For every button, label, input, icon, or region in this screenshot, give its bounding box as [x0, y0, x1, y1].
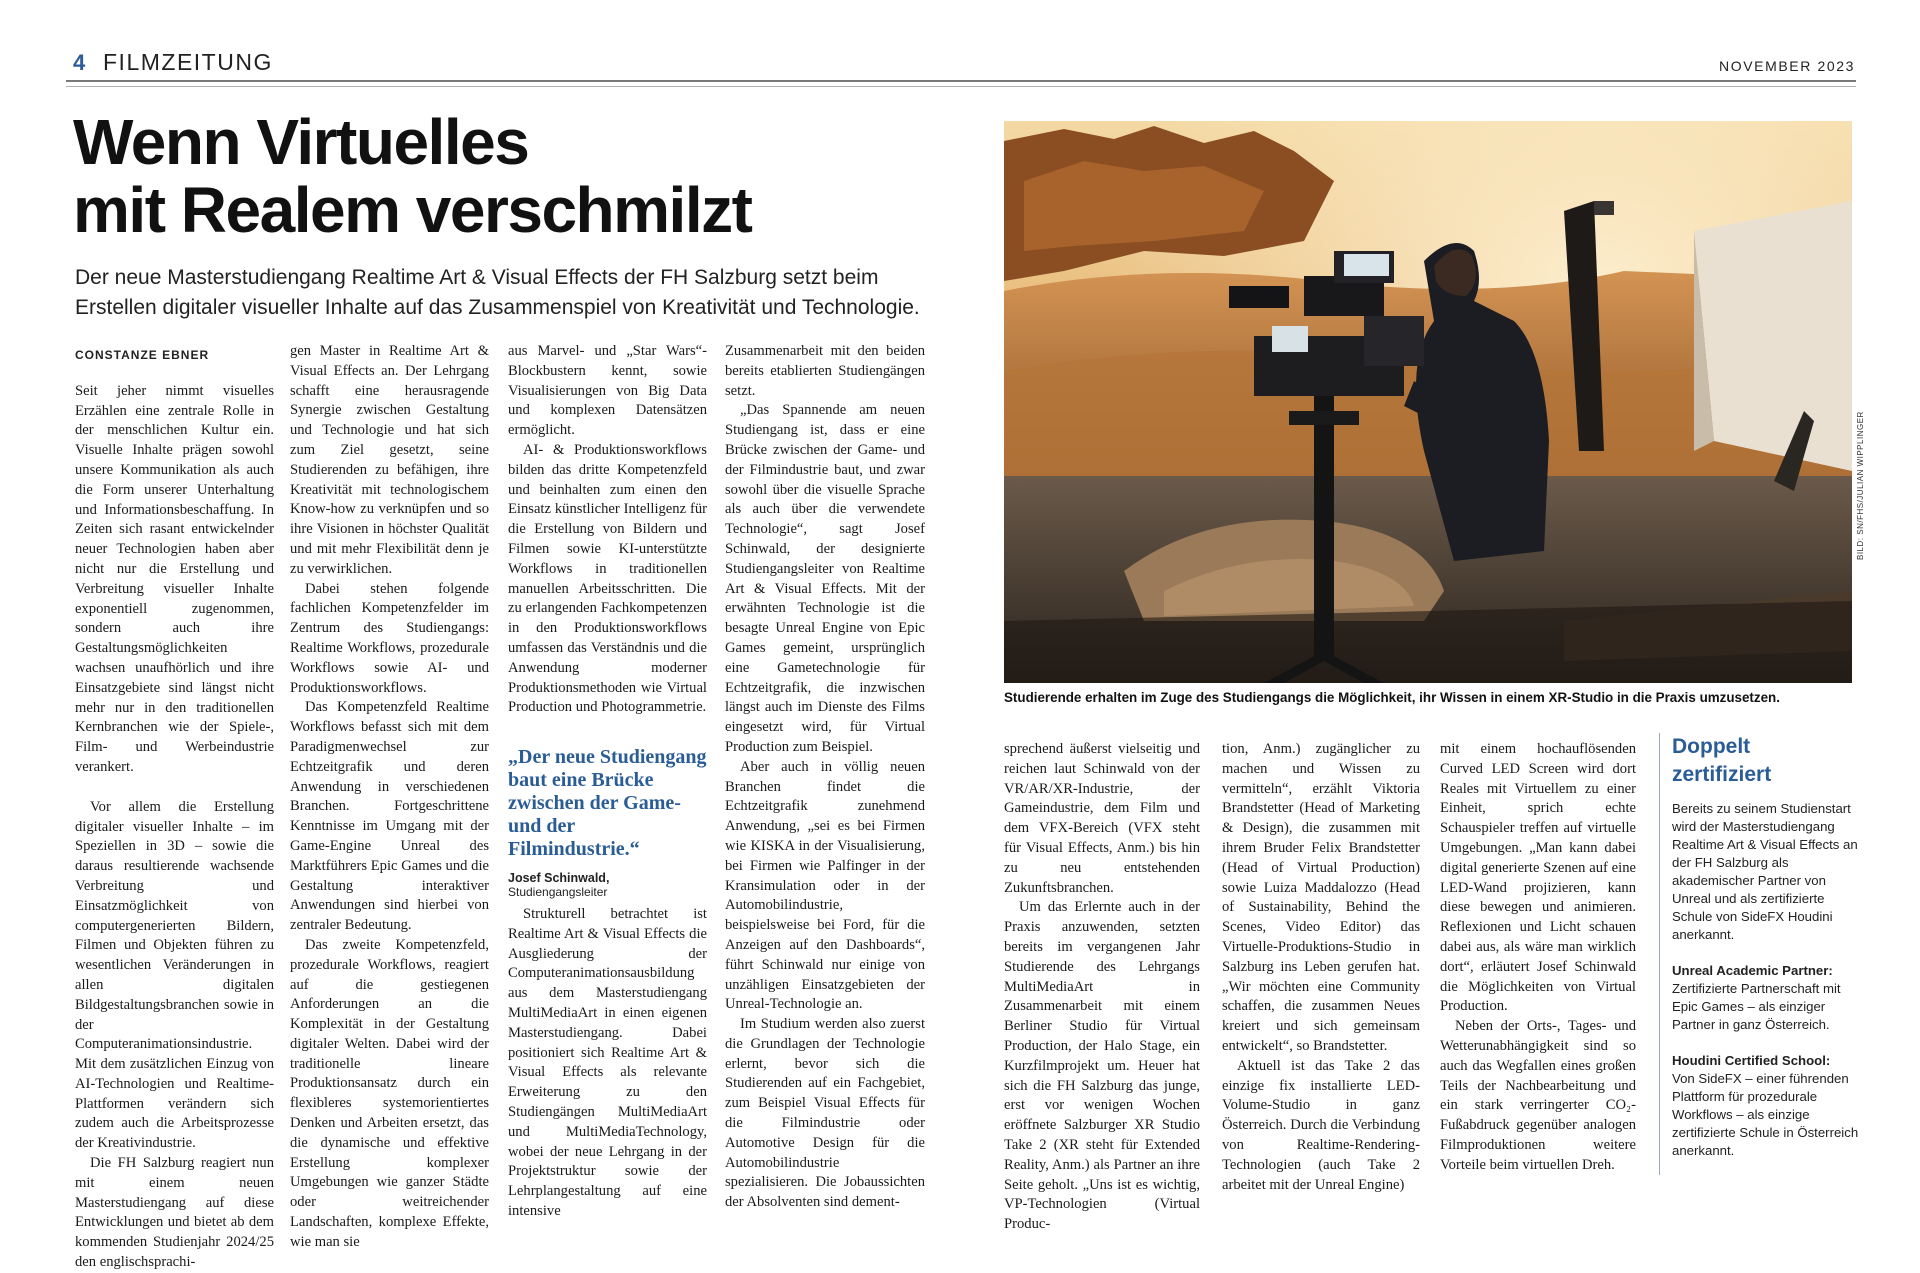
- paragraph: Seit jeher nimmt visuelles Erzählen eine zentrale Rolle in der menschlichen Kultur ein. Visuelle Inhalte prägen sowohl unsere Kommunikation als auch die Form unserer Unterhaltung und Informationsbeschaffung. In Zeiten sich rasant entwickelnder neuer Technologien haben aber nicht nur die Erstellung und Verbreitung visueller Inhalte exponentiell zugenommen, sondern auch ihre Gestaltungsmöglichkeiten wachsen unaufhörlich und ihre Einsatzgebiete sind längst nicht mehr nur in den traditionellen Kernbranchen wie der Spiele-, Film- und Werbeindustrie verankert.: [75, 382, 274, 775]
- paragraph: Zusammenarbeit mit den beiden bereits etablierten Studiengängen setzt.: [725, 343, 925, 399]
- headline-line-1: Wenn Virtuelles: [73, 106, 529, 178]
- headline-line-2: mit Realem verschmilzt: [73, 174, 752, 246]
- header-rule: [66, 80, 1856, 82]
- photo-credit: BILD: SN/FHS/JULIAN WIPPLINGER: [1856, 411, 1865, 560]
- pull-quote: [508, 746, 708, 899]
- infobox-intro: Bereits zu seinem Studienstart wird der Masterstudiengang Realtime Art & Visual Effects an der FH Salzburg als akademischer Partner von Unreal und als zertifizierte Schule von SideFX Houdini anerkannt.: [1672, 801, 1858, 942]
- paragraph: Aber auch in völlig neuen Branchen findet die Echtzeitgrafik zunehmend Anwendung, „sei es bei Firmen wie KISKA in der Visualisierung, bei Firmen wie Palfinger in der Kransimulation oder in der Automobilindustrie, beispielsweise bei Ford, für die Anzeigen auf den Dashboards“, führt Schinwald nur einige von unzähligen Einsatzgebieten der Unreal-Technologie an.: [725, 758, 925, 1013]
- infobox-item-houdini: [1672, 1052, 1860, 1160]
- pull-quote-text: „Der neue Studiengang baut eine Brücke zwischen der Game- und der Filmindustrie.“: [508, 746, 707, 860]
- article-column-1: [75, 346, 274, 1273]
- infobox-item-text: Von SideFX – einer führenden Plattform für prozedurale Workflows – als einzige zertifizierte Schule in Österreich anerkannt.: [1672, 1071, 1859, 1158]
- paragraph: mit einem hochauflösenden Curved LED Screen wird dort Reales mit Virtuellem zu einer Einheit, sprich echte Schauspieler treffen auf virtuelle Umgebungen. „Man kann dabei digital generierte Szenen auf eine LED-Wand projizieren, kann diese bewegen und animieren. Reflexionen und Licht schauen dabei aus, als wäre man wirklich dort“, erläutert Josef Schinwald die Möglichkeiten von Virtual Production.: [1440, 741, 1636, 1015]
- article-column-3-bottom: [508, 905, 707, 1222]
- paragraph: gen Master in Realtime Art & Visual Effects an. Der Lehrgang schafft eine herausragende Synergie zwischen Gestaltung und Technologie und hat sich zum Ziel gesetzt, seine Studierenden zu befähigen, ihre Kreativität mit technologischem Know-how zu verknüpfen und so ihre Visionen in höchster Qualität und mit mehr Flexibilität denn je zu verwirklichen.: [290, 343, 489, 577]
- header-rule-thin: [66, 86, 1856, 87]
- paragraph: Aktuell ist das Take 2 das einzige fix installierte LED-Volume-Studio in ganz Österreich. Durch die Verbindung von Realtime-Rendering-Technologien (auch Take 2 arbeitet mit der Unreal Engine): [1222, 1057, 1420, 1193]
- lead-text: [75, 263, 975, 323]
- article-column-3-top: [508, 342, 707, 718]
- pull-quote-name: Josef Schinwald,: [508, 871, 610, 885]
- infobox-title: [1672, 733, 1862, 789]
- article-column-5: [1004, 740, 1200, 1235]
- headline: [73, 108, 973, 244]
- paragraph: Das Kompetenzfeld Realtime Workflows befasst sich mit dem Paradigmenwechsel zur Echtzeitgrafik und deren Anwendung in verschiedenen Branchen. Fortgeschrittene Kenntnisse im Umgang mit der Game-Engine Unreal des Marktführers Epic Games und die Gestaltung interaktiver Anwendungen sind hierbei von zentraler Bedeutung.: [290, 699, 489, 934]
- paragraph: Das zweite Kompetenzfeld, prozedurale Workflows, reagiert auf die gestiegenen Anforderungen an die Komplexität in der Gestaltung digitaler Welten. Dabei wird der traditionelle lineare Produktionsansatz durch ein flexibleres systemorientiertes Denken und Arbeiten ersetzt, das die dynamische und effektive Erstellung komplexer Umgebungen wie ganzer Städte oder weitreichender Landschaften, komplexe Effekte, wie man sie: [290, 936, 489, 1250]
- article-column-4: [725, 342, 925, 1213]
- paragraph: Strukturell betrachtet ist Realtime Art & Visual Effects die Ausgliederung der Computeranimationsausbildung aus dem Masterstudiengang MultiMediaArt in einen eigenen Masterstudiengang. Dabei positioniert sich Realtime Art & Visual Effects als relevante Erweiterung zu den Studiengängen MultiMediaArt und MultiMediaTechnology, wobei der neue Lehrgang in der Projektstruktur sowie der Lehrplangestaltung auf eine intensive: [508, 906, 707, 1219]
- infobox-title-line-2: zertifiziert: [1672, 763, 1772, 786]
- lead-line-2: Erstellen digitaler visueller Inhalte auf das Zusammenspiel von Kreativität und Technologie.: [75, 296, 920, 319]
- paragraph: Neben der Orts-, Tages- und Wetterunabhängigkeit sind so auch das Wegfallen eines großen Teils der Nachbearbeitung und ein stark verringerter CO₂-Fußabdruck gegenüber analogen Filmproduktionen weitere Vorteile beim virtuellen Dreh.: [1440, 1018, 1636, 1173]
- paragraph: sprechend äußerst vielseitig und reichen laut Schinwald von der VR/AR/XR-Industrie, der Gameindustrie, dem Film und dem VFX-Bereich (VFX steht für Visual Effects, Anm.) bis hin zu neu entstehenden Zukunftsbranchen.: [1004, 741, 1200, 896]
- paragraph: Um das Erlernte auch in der Praxis anzuwenden, setzten bereits im vergangenen Jahr Studierende des Lehrgangs MultiMediaArt in Zusammenarbeit mit einem Berliner Studio für Virtual Production, der Halo Stage, ein Kurzfilmprojekt um. Heuer hat sich die FH Salzburg das junge, erst vor wenigen Wochen eröffnete Salzburger XR Studio Take 2 (XR steht für Extended Reality, Anm.) als Partner an ihre Seite geholt. „Uns ist es wichtig, VP-Technologien (Virtual Produc-: [1004, 899, 1200, 1233]
- infobox-title-line-1: Doppelt: [1672, 735, 1751, 758]
- infobox-divider: [1659, 733, 1660, 1175]
- infobox-item-title: Unreal Academic Partner:: [1672, 963, 1833, 978]
- infobox-body: [1672, 800, 1860, 1178]
- author-byline: CONSTANZE EBNER: [75, 348, 210, 362]
- paragraph: „Das Spannende am neuen Studiengang ist, dass er eine Brücke zwischen der Game- und der Filmindustrie baut, und zwar sowohl über die visuelle Sprache als auch über die verwendete Technologie“, sagt Josef Schinwald, der designierte Studiengangsleiter von Realtime Art & Visual Effects. Mit der erwähnten Technologie ist die besagte Unreal Engine von Epic Games gemeint, ursprünglich eine Gametechnologie für Echtzeitgrafik, die inzwischen längst auch im Dienste des Films eingesetzt wird, für Virtual Production zum Beispiel.: [725, 402, 925, 755]
- paragraph: AI- & Produktionsworkflows bilden das dritte Kompetenzfeld und beinhalten zum einen den Einsatz künstlicher Intelligenz für die Erstellung von Bildern und Filmen sowie KI-unterstützte Workflows in traditionellen manuellen Arbeitsschritten. Die zu erlangenden Fachkompetenzen in den Produktionsworkflows umfassen das Verständnis und die Anwendung moderner Produktionsmethoden wie Virtual Production und Photogrammetrie.: [508, 441, 707, 716]
- issue-date: NOVEMBER 2023: [1719, 58, 1855, 74]
- article-column-7: [1440, 740, 1636, 1176]
- paragraph: Die FH Salzburg reagiert nun mit einem neuen Masterstudiengang auf diese Entwicklungen und bietet ab dem kommenden Studienjahr 2024/25 den englischsprachi-: [75, 1155, 274, 1271]
- paragraph: tion, Anm.) zugänglicher zu machen und Wissen zu vermitteln“, erzählt Viktoria Brandstetter (Head of Marketing & Design), die zusammen mit ihrem Bruder Felix Brandstetter (Head of Virtual Production) sowie Luiza Maddalozzo (Head of Sustainability, Behind the Scenes, Video Editor) das Virtuelle-Produktions-Studio in Salzburg ins Leben gerufen hat. „Wir möchten eine Community schaffen, die zusammen Neues kreiert und sich gemeinsam entwickelt“, so Brandstetter.: [1222, 741, 1420, 1054]
- article-column-6: [1222, 740, 1420, 1195]
- pull-quote-role: Studiengangsleiter: [508, 885, 608, 899]
- paragraph: aus Marvel- und „Star Wars“-Blockbustern kennt, sowie Visualisierungen von Big Data und komplexen Datensätzen ermöglicht.: [508, 343, 707, 439]
- photo-caption: Studierende erhalten im Zuge des Studiengangs die Möglichkeit, ihr Wissen in einem XR-Studio in die Praxis umzusetzen.: [1004, 690, 1780, 705]
- infobox-item-title: Houdini Certified School:: [1672, 1053, 1831, 1068]
- infobox-item-unreal: [1672, 962, 1860, 1034]
- lead-line-1: Der neue Masterstudiengang Realtime Art & Visual Effects der FH Salzburg setzt beim: [75, 266, 879, 289]
- infobox-item-text: Zertifizierte Partnerschaft mit Epic Games – als einziger Partner in ganz Österreich.: [1672, 981, 1841, 1032]
- studio-photo: [1004, 121, 1852, 683]
- paragraph: Im Studium werden also zuerst die Grundlagen der Technologie erlernt, bevor sich die Studierenden auf ein Fachgebiet, zum Beispiel Visual Effects für die Filmindustrie oder Automotive Design für die Automobilindustrie spezialisieren. Die Jobaussichten der Absolventen sind dement-: [725, 1016, 925, 1211]
- section-name: FILMZEITUNG: [103, 49, 273, 75]
- page-number: 4: [73, 50, 86, 75]
- paragraph: Dabei stehen folgende fachlichen Kompetenzfelder im Zentrum des Studiengangs: Realtime Workflows, prozedurale Workflows sowie AI- und Produktionsworkflows.: [290, 580, 489, 696]
- paragraph: Vor allem die Erstellung digitaler visueller Inhalte – im Speziellen in 3D – sowie die daraus resultierende wachsende Verbreitung und Einsatzmöglichkeit von computergenerierten Bildern, Filmen und Objekten führen zu wesentlichen Veränderungen in allen digitalen Bildgestaltungsbranchen sowie in der Computeranimationsindustrie. Mit dem zusätzlichen Einzug von AI-Technologien und Realtime-Plattformen verändern sich zudem auch die Arbeitsprozesse der Kreativindustrie.: [75, 798, 274, 1152]
- article-column-2: [290, 342, 489, 1253]
